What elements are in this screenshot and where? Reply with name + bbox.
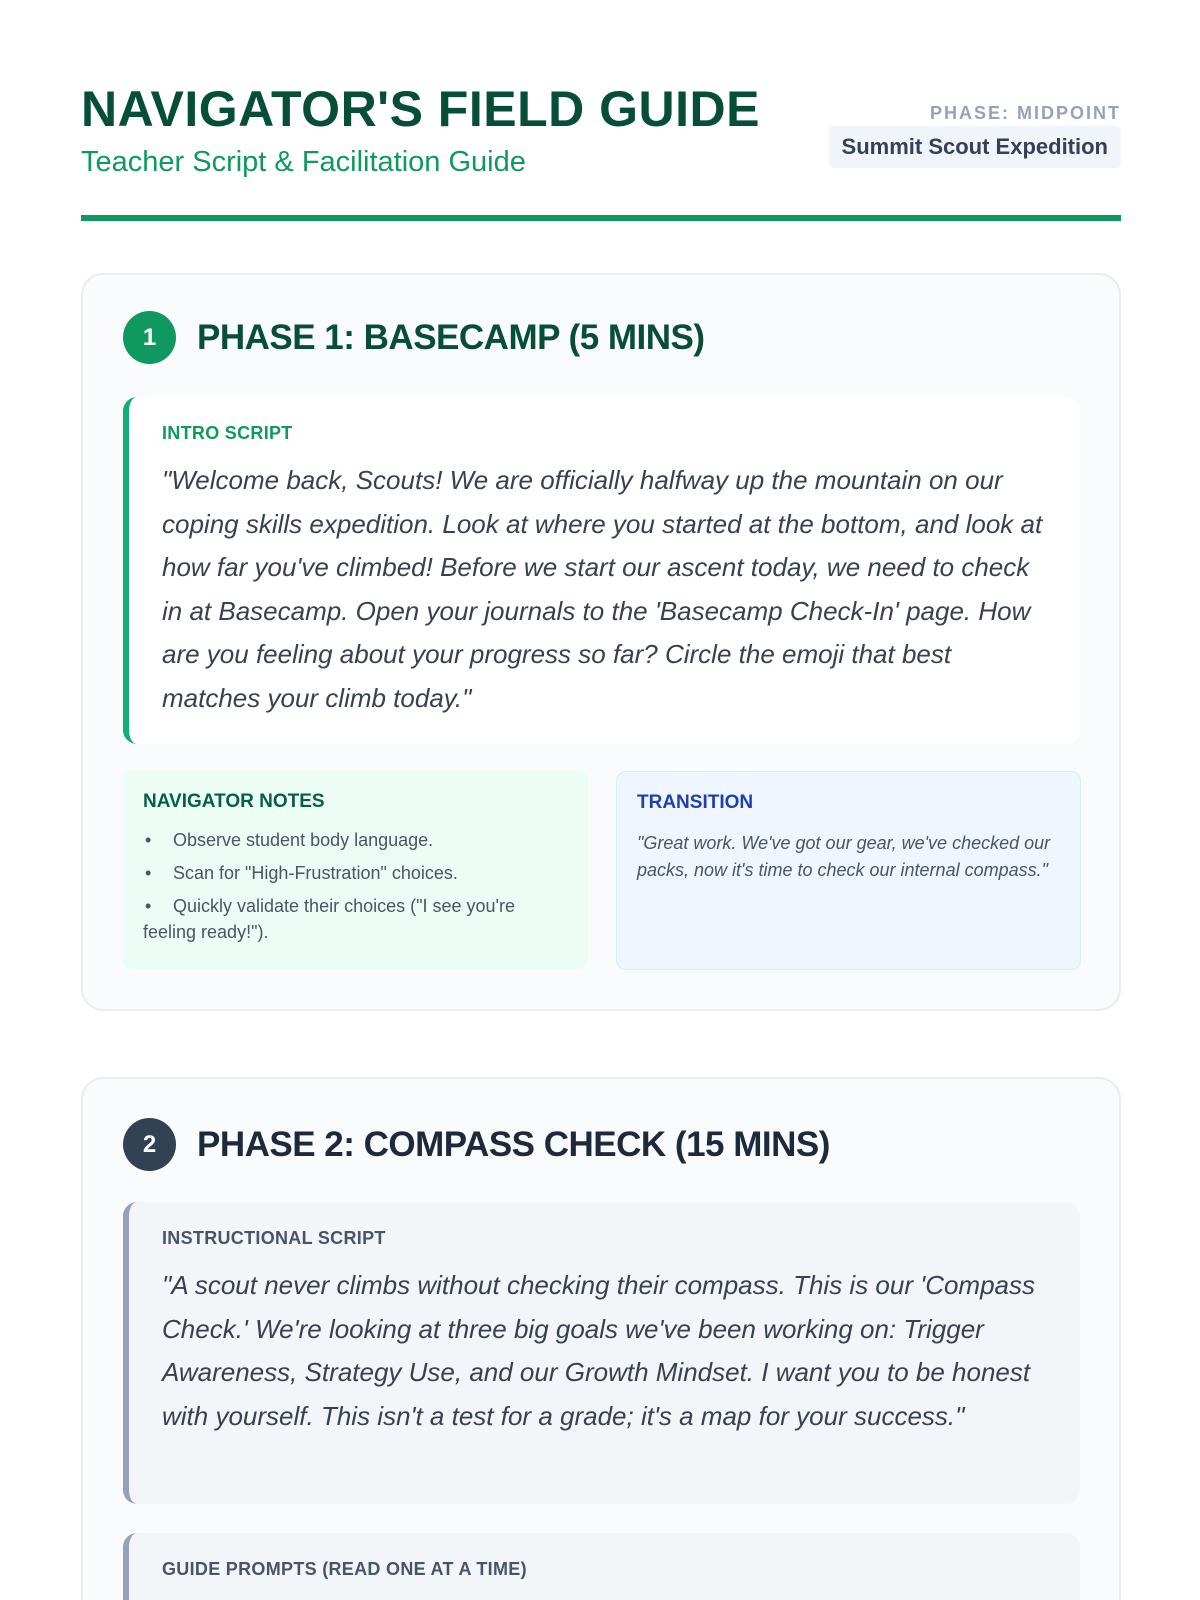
phase-2-header bbox=[123, 1118, 830, 1171]
intro-script-box bbox=[123, 397, 1080, 744]
instructional-script-box bbox=[123, 1202, 1080, 1504]
navigator-notes-box bbox=[123, 771, 588, 970]
phase-1-card bbox=[81, 273, 1121, 1011]
intro-script-text: "Welcome back, Scouts! We are officially halfway up the mountain on our coping skills expedition. Look at where you started at the bottom, and look at how far you've climbed! Before we start our ascent today, we need to check in at Basecamp. Open your journals to the 'Basecamp Check-In' page. How are you feeling about your progress so far? Circle the emoji that best matches your climb today." bbox=[162, 465, 1043, 713]
instructional-script-label: INSTRUCTIONAL SCRIPT bbox=[162, 1228, 386, 1248]
phase-1-header bbox=[123, 311, 705, 364]
list-item: • Quickly validate their choices ("I see you're feeling ready!"). bbox=[143, 893, 568, 945]
list-item: • Scan for "High-Frustration" choices. bbox=[143, 860, 568, 886]
transition-label: TRANSITION bbox=[637, 792, 754, 813]
phase-2-number-badge: 2 bbox=[123, 1118, 176, 1171]
guide-prompts-box bbox=[123, 1533, 1080, 1600]
expedition-badge: Summit Scout Expedition bbox=[829, 126, 1121, 168]
phase-1-number-badge: 1 bbox=[123, 311, 176, 364]
phase-2-card bbox=[81, 1077, 1121, 1600]
guide-prompts-label: GUIDE PROMPTS (READ ONE AT A TIME) bbox=[162, 1559, 527, 1579]
page-subtitle: Teacher Script & Facilitation Guide bbox=[81, 146, 526, 178]
phase-1-title: PHASE 1: BASECAMP (5 MINS) bbox=[197, 317, 705, 357]
transition-box bbox=[616, 771, 1081, 970]
list-item: • Observe student body language. bbox=[143, 827, 568, 853]
intro-script-label: INTRO SCRIPT bbox=[162, 423, 293, 443]
phase-2-title: PHASE 2: COMPASS CHECK (15 MINS) bbox=[197, 1124, 830, 1164]
instructional-script-text: "A scout never climbs without checking their compass. This is our 'Compass Check.' We're looking at three big goals we've been working on: Trigger Awareness, Strategy Use, and our Growth Mindset. I want you to be honest with yourself. This isn't a test for a grade; it's a map for your success." bbox=[162, 1270, 1036, 1431]
phase-label: PHASE: MIDPOINT bbox=[929, 103, 1121, 123]
navigator-notes-list bbox=[143, 827, 568, 945]
page-title: NAVIGATOR'S FIELD GUIDE bbox=[81, 81, 760, 137]
page-header bbox=[81, 80, 1121, 221]
navigator-notes-label: NAVIGATOR NOTES bbox=[143, 791, 325, 812]
transition-text: "Great work. We've got our gear, we've checked our packs, now it's time to check our internal compass." bbox=[637, 833, 1051, 880]
